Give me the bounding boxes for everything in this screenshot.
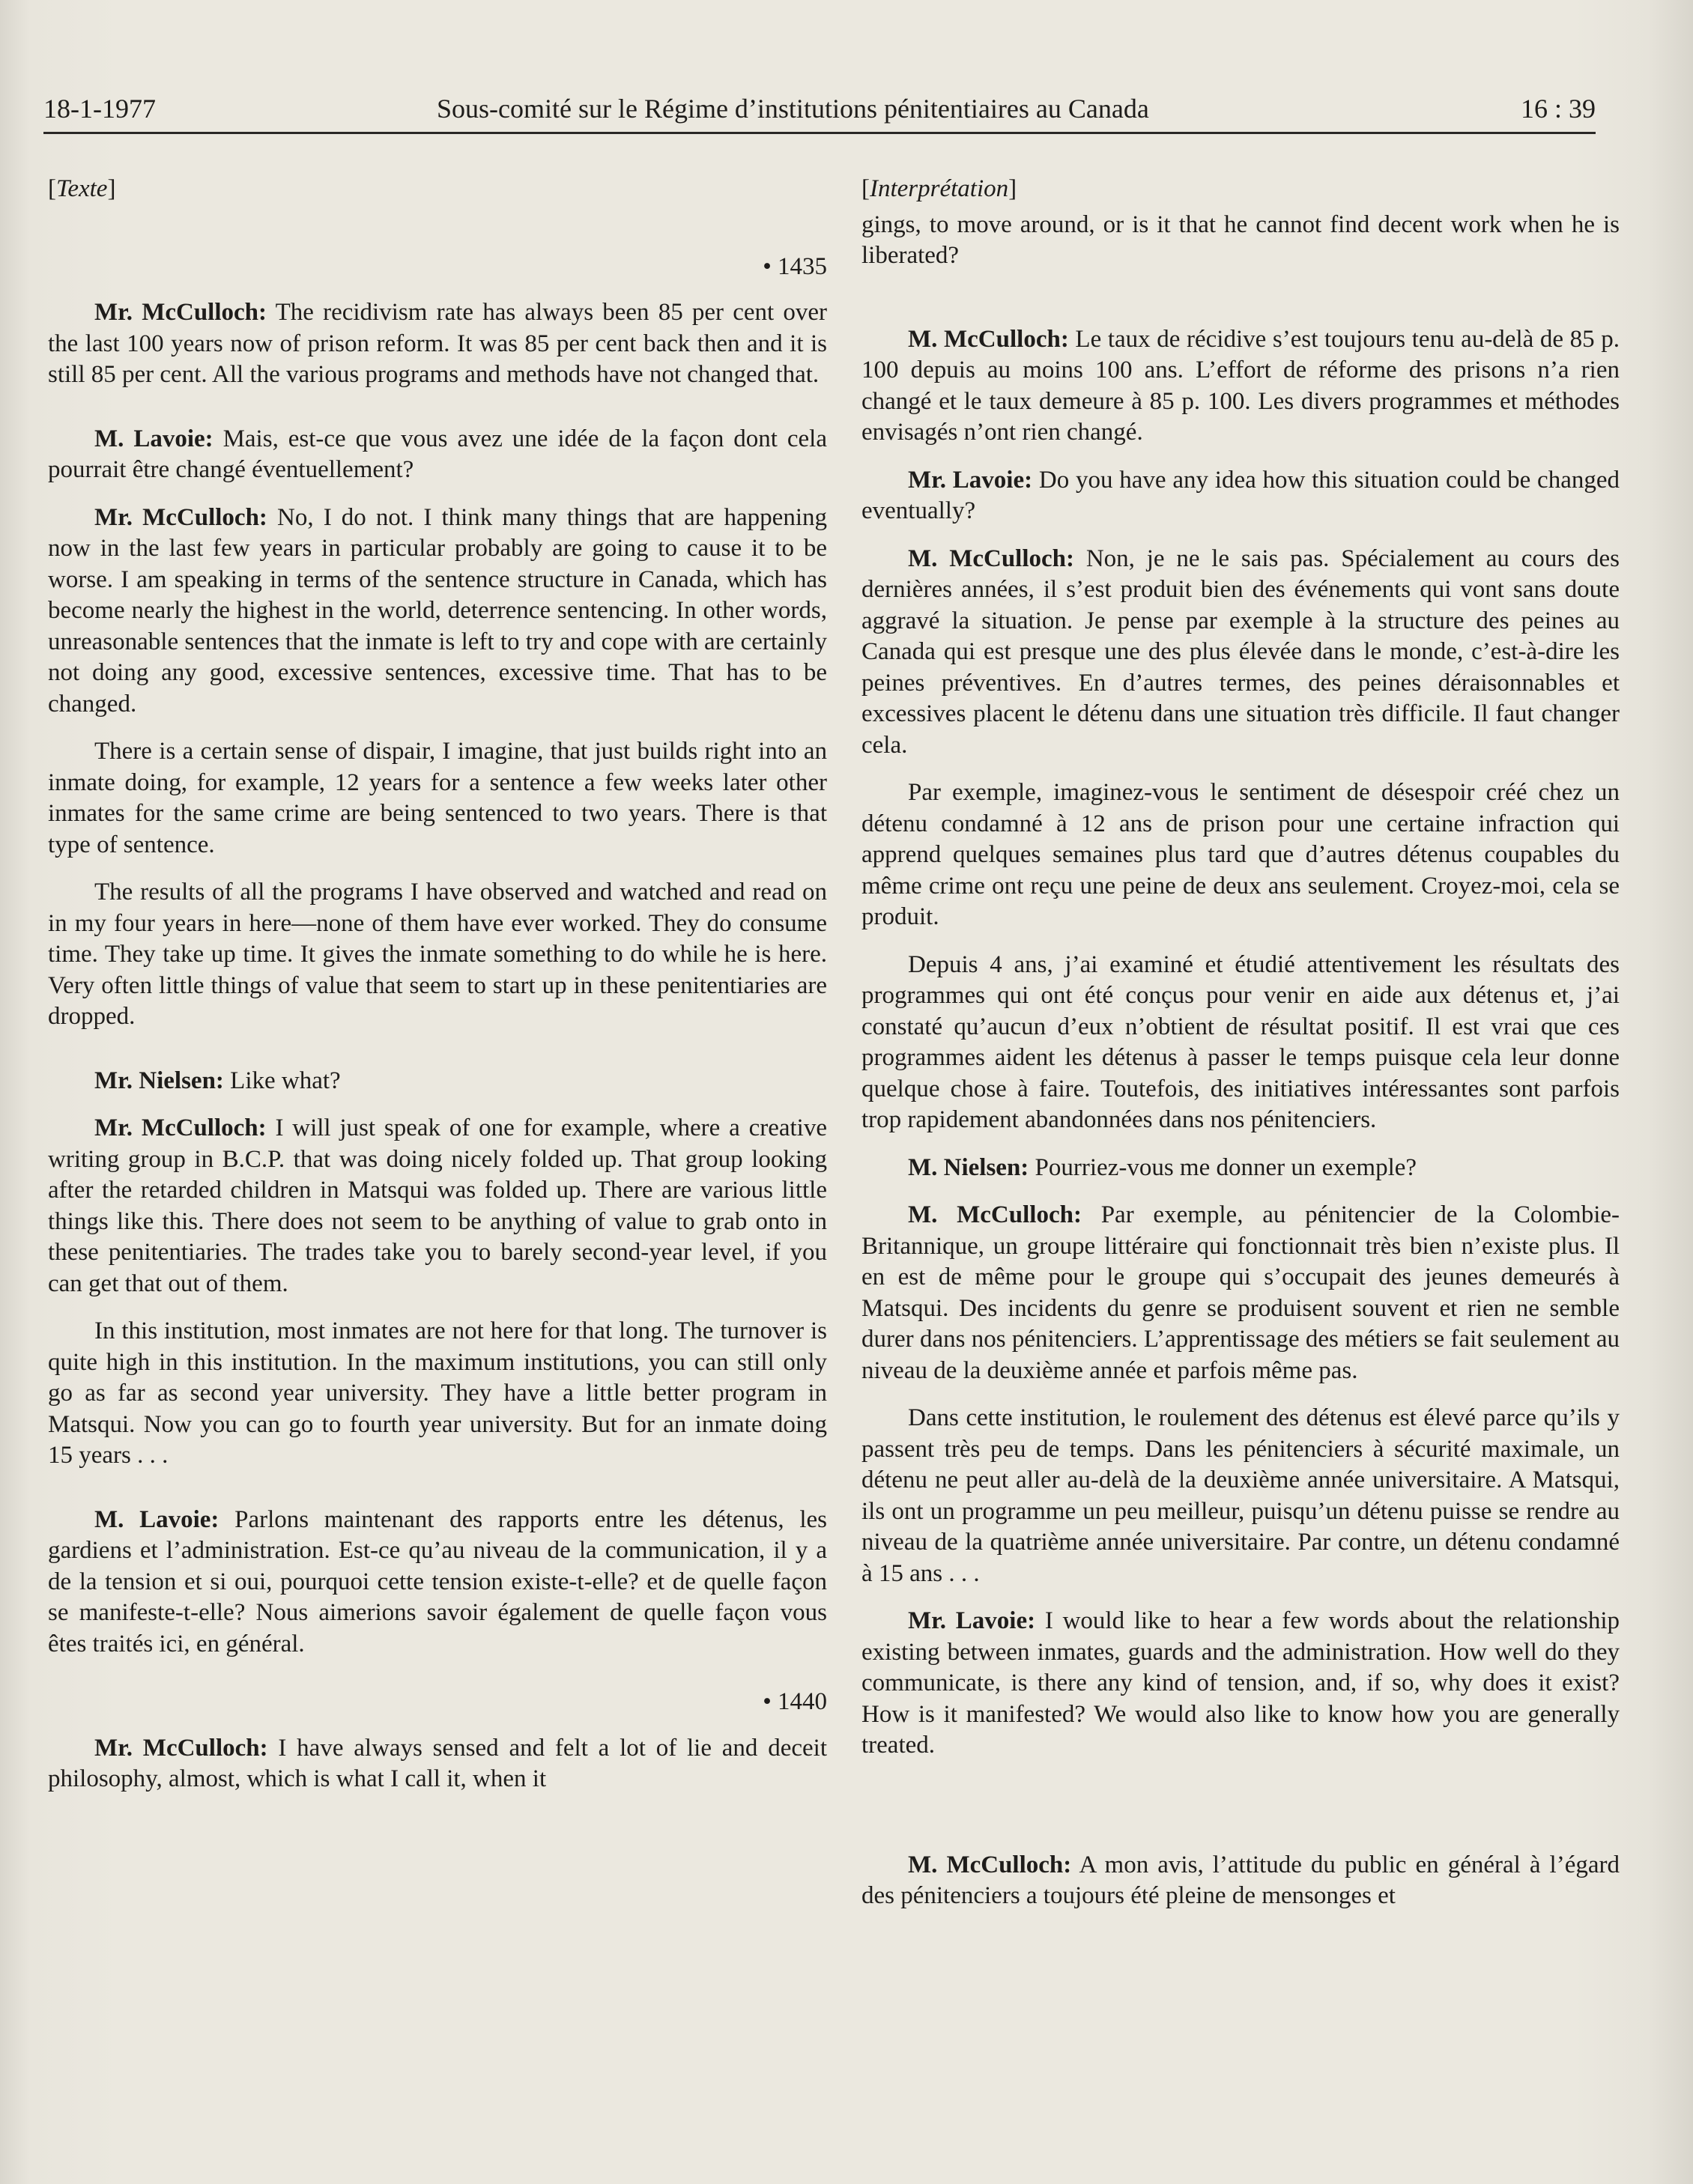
- paragraph: [861, 465, 1620, 527]
- paragraph: Depuis 4 ans, j’ai examiné et étudié attentivement les résultats des programmes qui ont été conçus pour venir en aide aux détenus et, j’ai constaté qu’aucun d’eux n’obtient de résultat positif. Il est vrai que ces programmes aident les détenus à passer le temps puisque cela leur donne quelque chose à faire. Toutefois, des initiatives intéressantes sont parfois trop rapidement abandonnées dans nos pénitenciers.: [861, 950, 1620, 1133]
- paragraph: gings, to move around, or is it that he cannot find decent work when he is liberated?: [861, 210, 1620, 269]
- speech-text: Like what?: [223, 1067, 341, 1094]
- header-page-number: 16 : 39: [1520, 94, 1596, 124]
- paragraph: [48, 503, 827, 721]
- right-column: [861, 174, 1620, 1929]
- language-tag-label: Texte: [56, 175, 108, 202]
- speech-text: No, I do not. I think many things that are happening now in the last few years in particular probably are going to cause it to be worse. I am speaking in terms of the sentence structure in Canada, which has become nearly the highest in the world, deterrence sentencing. In other words, unreasonable sentences that the inmate is left to try and cope with are certainly not doing any good, excessive sentences, excessive time. That has to be changed.: [48, 503, 828, 718]
- paragraph: [861, 324, 1620, 449]
- paragraph: There is a certain sense of dispair, I imagine, that just builds right into an inmate doing, for example, 12 years for a sentence a few weeks later other inmates for the same crime are being sentenced to two years. There is that type of sentence.: [48, 738, 827, 858]
- speaker-name: M. Lavoie:: [94, 1505, 219, 1533]
- speaker-name: Mr. Nielsen:: [94, 1067, 224, 1094]
- speaker-name: Mr. Lavoie:: [908, 1607, 1036, 1634]
- paragraph: [48, 1113, 827, 1299]
- speaker-name: M. Lavoie:: [94, 425, 213, 452]
- speaker-name: M. Nielsen:: [908, 1153, 1029, 1181]
- paragraph: [48, 297, 827, 391]
- speech-text: Parlons maintenant des rapports entre les détenus, les gardiens et l’administration. Est-ce qu’au niveau de la communication, il y a de la tension et si oui, pourquoi cette tension existe-t-elle? et de quelle façon se manifeste-t-elle? Nous aimerions savoir également de quelle façon vous êtes traités ici, en général.: [48, 1505, 827, 1657]
- bracket-close: ]: [107, 175, 116, 202]
- speaker-name: Mr. McCulloch:: [94, 1734, 268, 1762]
- language-tag: [48, 174, 827, 205]
- page-header: [43, 87, 1596, 134]
- paragraph: [48, 1505, 827, 1660]
- paragraph: [48, 1733, 827, 1795]
- left-column: [48, 174, 827, 1812]
- speaker-name: M. McCulloch:: [908, 545, 1075, 572]
- paragraph: Par exemple, imaginez-vous le sentiment de désespoir créé chez un détenu condamné à 12 ans de prison pour une certaine infraction qui apprend quelques semaines plus tard que d’autres détenus coupables du même crime ont reçu une peine de deux ans seulement. Croyez-moi, cela se produit.: [861, 779, 1620, 930]
- paragraph: [861, 544, 1620, 762]
- timestamp-marker: • 1435: [763, 252, 827, 280]
- paragraph: [861, 1200, 1620, 1386]
- speaker-name: Mr. Lavoie:: [908, 466, 1033, 494]
- speech-text: Pourriez-vous me donner un exemple?: [1029, 1153, 1417, 1181]
- speech-text: I will just speak of one for example, where a creative writing group in B.C.P. that was doing nicely folded up. That group looking after the retarded children in Matsqui was folded up. There are various little things like this. There does not seem to be anything of value to grab onto in these penitentiaries. The trades take you to barely second-year level, if you can get that out of them.: [48, 1114, 827, 1297]
- speech-text: I would like to hear a few words about the relationship existing between inmates, guards and the administration. How well do they communicate, is there any kind of tension, and, if so, why does it exist? How is it manifested? We would also like to know how you are generally treated.: [861, 1607, 1620, 1759]
- speech-text: Non, je ne le sais pas. Spécialement au cours des dernières années, il s’est produit bien des événements qui vont sans doute aggravé la situation. Je pense par exemple à la structure des peines au Canada qui est presque une des plus élevée dans le monde, c’est-à-dire les peines préventives. En d’autres termes, des peines déraisonnables et excessives placent le détenu dans une situation très difficile. Il faut changer cela.: [861, 545, 1620, 759]
- speaker-name: M. McCulloch:: [908, 1201, 1082, 1228]
- header-title: Sous-comité sur le Régime d’institutions pénitentiaires au Canada: [437, 94, 1149, 124]
- speaker-name: M. McCulloch:: [908, 325, 1069, 353]
- speaker-name: Mr. McCulloch:: [94, 1114, 267, 1141]
- language-tag: [861, 174, 1620, 205]
- bracket-close: ]: [1008, 175, 1017, 202]
- speech-text: A mon avis, l’attitude du public en général à l’égard des pénitenciers a toujours été pleine de mensonges et: [861, 1851, 1620, 1909]
- speech-text: Do you have any idea how this situation could be changed eventually?: [861, 466, 1620, 524]
- speaker-name: Mr. McCulloch:: [94, 299, 267, 326]
- bracket-open: [: [861, 175, 870, 202]
- speech-text: Le taux de récidive s’est toujours tenu au-delà de 85 p. 100 depuis au moins 100 ans. L’effort de réforme des prisons n’a rien changé et le taux demeure à 85 p. 100. Les divers programmes et méthodes envisagés n’ont rien changé.: [861, 325, 1620, 446]
- speaker-name: M. McCulloch:: [908, 1851, 1072, 1878]
- paragraph: [861, 1606, 1620, 1762]
- speaker-name: Mr. McCulloch:: [94, 503, 267, 531]
- paragraph: Dans cette institution, le roulement des détenus est élevé parce qu’ils y passent très peu de temps. Dans les pénitenciers à sécurité maximale, un détenu ne peut aller au-delà de la deuxième année universitaire. A Matsqui, ils ont un programme un peu meilleur, puisqu’un détenu puisse se rendre au niveau de la quatrième année universitaire. Par contre, un détenu condamné à 15 ans . . .: [861, 1404, 1620, 1587]
- bracket-open: [: [48, 175, 56, 202]
- paragraph: The results of all the programs I have observed and watched and read on in my four years in here—none of them have ever worked. They do consume time. They take up time. It gives the inmate something to do while he is here. Very often little things of value that seem to start up in these penitentiaries are dropped.: [48, 879, 827, 1030]
- timestamp-marker: • 1440: [763, 1688, 827, 1715]
- language-tag-label: Interprétation: [870, 175, 1009, 202]
- paragraph: [861, 1153, 1620, 1184]
- speech-text: Par exemple, au pénitencier de la Colombie-Britannique, un groupe littéraire qui fonctionnait très bien n’existe plus. Il en est de même pour le groupe qui s’occupait des jeunes demeurés à Matsqui. Des incidents du genre se produisent souvent et rien ne semble durer dans nos pénitenciers. L’apprentissage des métiers se fait seulement au niveau de la deuxième année et parfois même pas.: [861, 1201, 1620, 1384]
- paragraph: [48, 1066, 827, 1097]
- speech-text: The recidivism rate has always been 85 per cent over the last 100 years now of prison reform. It was 85 per cent back then and it is still 85 per cent. All the various programs and methods have not changed that.: [48, 299, 827, 388]
- speech-text: I have always sensed and felt a lot of lie and deceit philosophy, almost, which is what I call it, when it: [48, 1734, 827, 1792]
- speech-text: Mais, est-ce que vous avez une idée de la façon dont cela pourrait être changé éventuellement?: [48, 425, 827, 483]
- paragraph: In this institution, most inmates are not here for that long. The turnover is quite high in this institution. In the maximum institutions, you can still only go as far as second year university. They have a little better program in Matsqui. Now you can go to fourth year university. But for an inmate doing 15 years . . .: [48, 1317, 827, 1469]
- paragraph: [861, 1850, 1620, 1912]
- header-date: 18-1-1977: [43, 94, 156, 124]
- paragraph: [48, 424, 827, 486]
